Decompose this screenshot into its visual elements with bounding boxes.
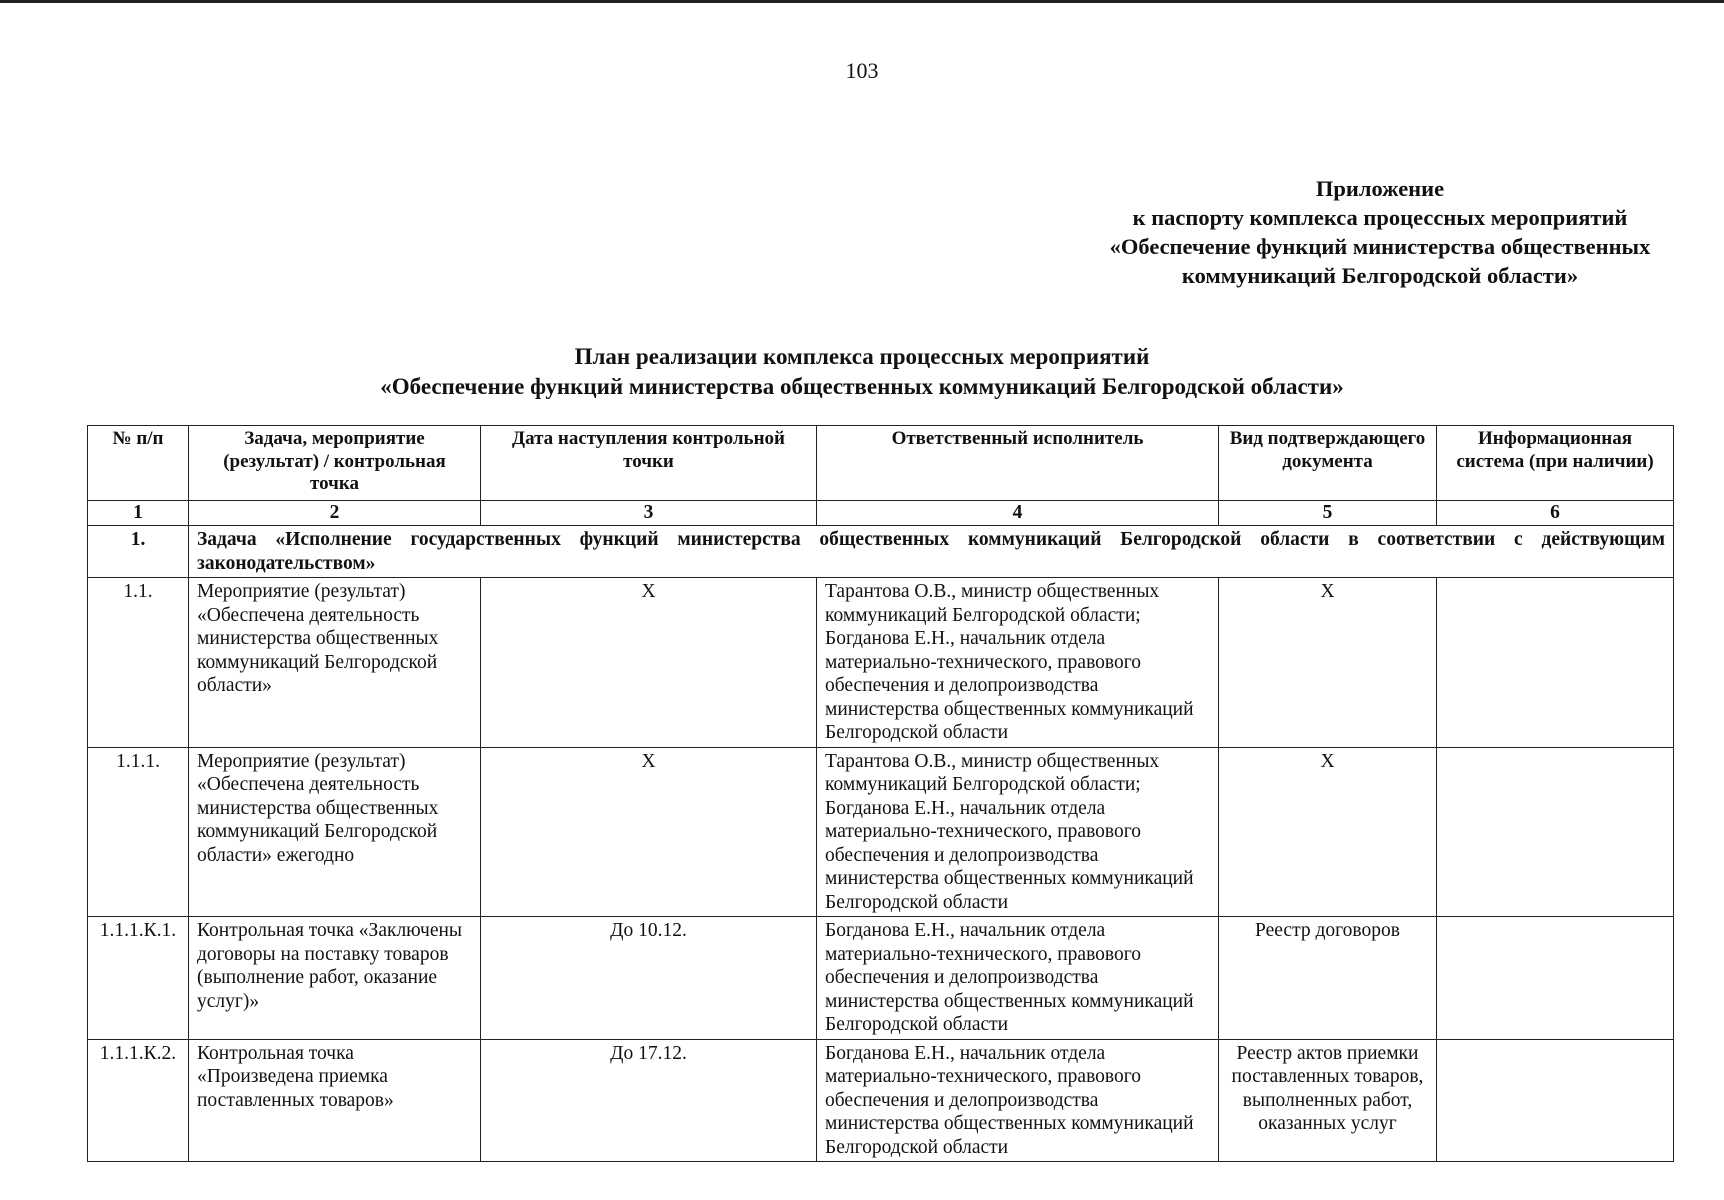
- row-date: X: [481, 747, 817, 917]
- row-name: Мероприятие (результат) «Обеспечена деятельность министерства общественных коммуникаций Белгородской области» ежегодно: [189, 747, 481, 917]
- row-system: [1437, 747, 1674, 917]
- row-document: X: [1219, 578, 1437, 748]
- plan-title-line: План реализации комплекса процессных мероприятий: [574, 344, 1150, 369]
- header-cell: Вид подтверждающего документа: [1219, 426, 1437, 501]
- row-document: X: [1219, 747, 1437, 917]
- header-cell: Задача, мероприятие (результат) / контрольная точка: [189, 426, 481, 501]
- table-row: [88, 917, 1674, 1040]
- row-executor: Богданова Е.Н., начальник отдела материально-технического, правового обеспечения и делопроизводства министерства общественных коммуникаций Белгородской области: [817, 917, 1219, 1040]
- column-number-row: [88, 501, 1674, 526]
- task-row: [88, 526, 1674, 578]
- row-number: 1.1.1.К.1.: [88, 917, 189, 1040]
- table-row: [88, 747, 1674, 917]
- header-cell: Информационная система (при наличии): [1437, 426, 1674, 501]
- table-row: [88, 578, 1674, 748]
- column-number: 4: [817, 501, 1219, 526]
- table-row: [88, 1039, 1674, 1162]
- row-system: [1437, 578, 1674, 748]
- row-number: 1.1.1.К.2.: [88, 1039, 189, 1162]
- column-number: 6: [1437, 501, 1674, 526]
- row-document: Реестр актов приемки поставленных товаров, выполненных работ, оказанных услуг: [1219, 1039, 1437, 1162]
- top-rule: [0, 0, 1724, 3]
- task-text: Задача «Исполнение государственных функций министерства общественных коммуникаций Белгородской области в соответствии с действующим законодательством»: [189, 526, 1674, 578]
- page-number: 103: [845, 58, 879, 83]
- row-date: До 10.12.: [481, 917, 817, 1040]
- row-executor: Тарантова О.В., министр общественных коммуникаций Белгородской области; Богданова Е.Н., начальник отдела материально-технического, правового обеспечения и делопроизводства министерства общественных коммуникаций Белгородской области: [817, 578, 1219, 748]
- plan-table: [87, 425, 1674, 1162]
- column-number: 3: [481, 501, 817, 526]
- plan-title: [0, 342, 1724, 402]
- header-cell: № п/п: [88, 426, 189, 501]
- column-number: 5: [1219, 501, 1437, 526]
- appendix-line: Приложение: [1315, 176, 1445, 201]
- header-row: [88, 426, 1674, 501]
- appendix-block: [1060, 174, 1700, 290]
- task-number: 1.: [88, 526, 189, 578]
- appendix-line: к паспорту комплекса процессных мероприятий: [1132, 205, 1628, 230]
- column-number: 1: [88, 501, 189, 526]
- row-date: До 17.12.: [481, 1039, 817, 1162]
- row-executor: Богданова Е.Н., начальник отдела материально-технического, правового обеспечения и делопроизводства министерства общественных коммуникаций Белгородской области: [817, 1039, 1219, 1162]
- row-date: X: [481, 578, 817, 748]
- header-cell: Дата наступления контрольной точки: [481, 426, 817, 501]
- column-number: 2: [189, 501, 481, 526]
- row-name: Контрольная точка «Произведена приемка поставленных товаров»: [189, 1039, 481, 1162]
- row-system: [1437, 1039, 1674, 1162]
- appendix-line: коммуникаций Белгородской области»: [1181, 263, 1579, 288]
- row-document: Реестр договоров: [1219, 917, 1437, 1040]
- row-executor: Тарантова О.В., министр общественных коммуникаций Белгородской области; Богданова Е.Н., начальник отдела материально-технического, правового обеспечения и делопроизводства министерства общественных коммуникаций Белгородской области: [817, 747, 1219, 917]
- row-number: 1.1.: [88, 578, 189, 748]
- appendix-line: «Обеспечение функций министерства общественных: [1109, 234, 1651, 259]
- row-system: [1437, 917, 1674, 1040]
- row-number: 1.1.1.: [88, 747, 189, 917]
- row-name: Контрольная точка «Заключены договоры на поставку товаров (выполнение работ, оказание услуг)»: [189, 917, 481, 1040]
- row-name: Мероприятие (результат) «Обеспечена деятельность министерства общественных коммуникаций Белгородской области»: [189, 578, 481, 748]
- header-cell: Ответственный исполнитель: [817, 426, 1219, 501]
- plan-title-line: «Обеспечение функций министерства общественных коммуникаций Белгородской области»: [380, 374, 1344, 399]
